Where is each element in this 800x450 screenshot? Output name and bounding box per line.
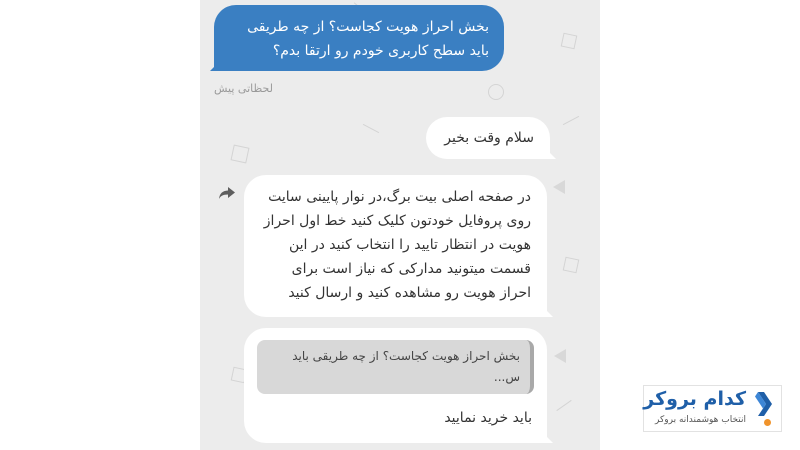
decor-line — [363, 124, 379, 133]
quoted-message[interactable] — [257, 340, 534, 394]
chevron-logo-icon — [751, 391, 773, 417]
brand-logo — [643, 385, 782, 432]
outgoing-message-bubble[interactable] — [214, 5, 504, 71]
logo-accent-dot — [764, 419, 771, 426]
reply-text: باید خرید نمایید — [444, 410, 532, 426]
incoming-answer-bubble[interactable] — [244, 175, 547, 317]
decor-triangle — [553, 180, 565, 194]
greeting-text: سلام وقت بخیر — [444, 130, 534, 146]
decor-line — [556, 400, 571, 411]
decor-circle — [488, 84, 504, 100]
chat-panel — [200, 0, 600, 450]
incoming-greeting-bubble[interactable] — [426, 117, 550, 159]
logo-tagline: انتخاب هوشمندانه بروکر — [655, 415, 746, 425]
decor-triangle — [554, 349, 566, 363]
decor-square — [231, 145, 250, 164]
forward-arrow-icon[interactable] — [218, 186, 236, 200]
answer-text: در صفحه اصلی بیت برگ،در نوار پایینی سایت روی پروفایل خودتون کلیک کنید خط اول احراز هویت در انتظار تایید را انتخاب کنید در این قسمت میتونید مدارکی که نیاز است برای احراز هویت رو مشاهده کنید و ارسال کنید — [263, 189, 531, 301]
incoming-reply-bubble[interactable] — [244, 328, 547, 443]
logo-name: کدام بروکر — [643, 388, 746, 410]
outgoing-message-text: بخش احراز هویت کجاست؟ از چه طریقی باید سطح کاربری خودم رو ارتقا بدم؟ — [247, 19, 489, 59]
decor-square — [561, 33, 578, 50]
message-timestamp: لحظاتی پیش — [214, 82, 273, 95]
decor-line — [563, 116, 579, 125]
decor-square — [563, 257, 580, 274]
quoted-message-text: بخش احراز هویت کجاست؟ از چه طریقی باید س... — [292, 349, 520, 384]
